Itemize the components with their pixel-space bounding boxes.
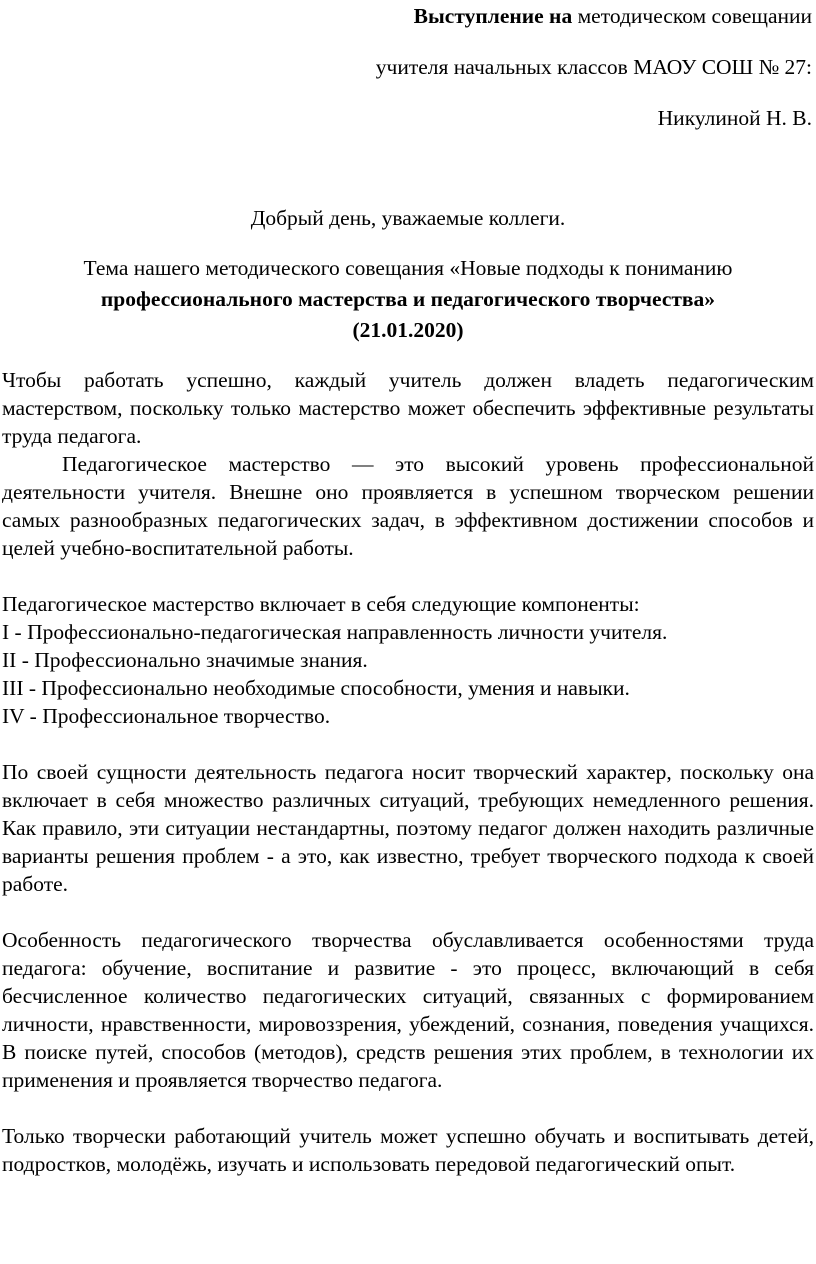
paragraph-4: Особенность педагогического творчества обуславливается особенностями труда педагога: обучение, воспитание и развитие - это процесс, включающий в себя бесчисленное количество педагогических ситуаций, связанных с формированием личности, нравственности, мировоззрения, убеждений, сознания, поведения учащихся. В поиске путей, способов (методов), средств решения этих проблем, в технологии их применения и проявляется творчество педагога. <box>2 928 814 1092</box>
header-author: Никулиной Н. В. <box>657 106 812 130</box>
components-intro: Педагогическое мастерство включает в себя следующие компоненты: <box>2 592 640 616</box>
header-line-2: учителя начальных классов МАОУ СОШ № 27: <box>375 55 812 79</box>
paragraph-5: Только творчески работающий учитель может успешно обучать и воспитывать детей, подростков, молодёжь, изучать и использовать передовой педагогический опыт. <box>2 1124 814 1176</box>
paragraph-1: Чтобы работать успешно, каждый учитель должен владеть педагогическим мастерством, поскольку только мастерство может обеспечить эффективные результаты труда педагога. <box>2 368 814 448</box>
component-item-2: II - Профессионально значимые знания. <box>2 648 368 672</box>
paragraph-2: Педагогическое мастерство — это высокий уровень профессиональной деятельности учителя. Внешне оно проявляется в успешном творческом решении самых разнообразных педагогических задач, в эффективном достижении способов и целей учебно-воспитательной работы. <box>2 452 814 560</box>
header-speech-label: Выступление на <box>413 4 573 28</box>
component-item-3: III - Профессионально необходимые способности, умения и навыки. <box>2 676 630 700</box>
greeting: Добрый день, уважаемые коллеги. <box>250 206 566 230</box>
topic-date: (21.01.2020) <box>352 318 464 342</box>
component-item-1: I - Профессионально-педагогическая направленность личности учителя. <box>2 620 668 644</box>
header-meeting-label: методическом совещании <box>572 4 812 28</box>
component-item-4: IV - Профессиональное творчество. <box>2 704 331 728</box>
topic-line-2: профессионального мастерства и педагогического творчества» <box>100 287 716 311</box>
header-line-1 <box>12 2 814 30</box>
topic-line-1: Тема нашего методического совещания «Новые подходы к пониманию <box>83 256 733 280</box>
paragraph-3: По своей сущности деятельность педагога носит творческий характер, поскольку она включает в себя множество различных ситуаций, требующих немедленного решения. Как правило, эти ситуации нестандартны, поэтому педагог должен находить различные варианты решения проблем - а это, как известно, требует творческого подхода к своей работе. <box>2 760 814 896</box>
